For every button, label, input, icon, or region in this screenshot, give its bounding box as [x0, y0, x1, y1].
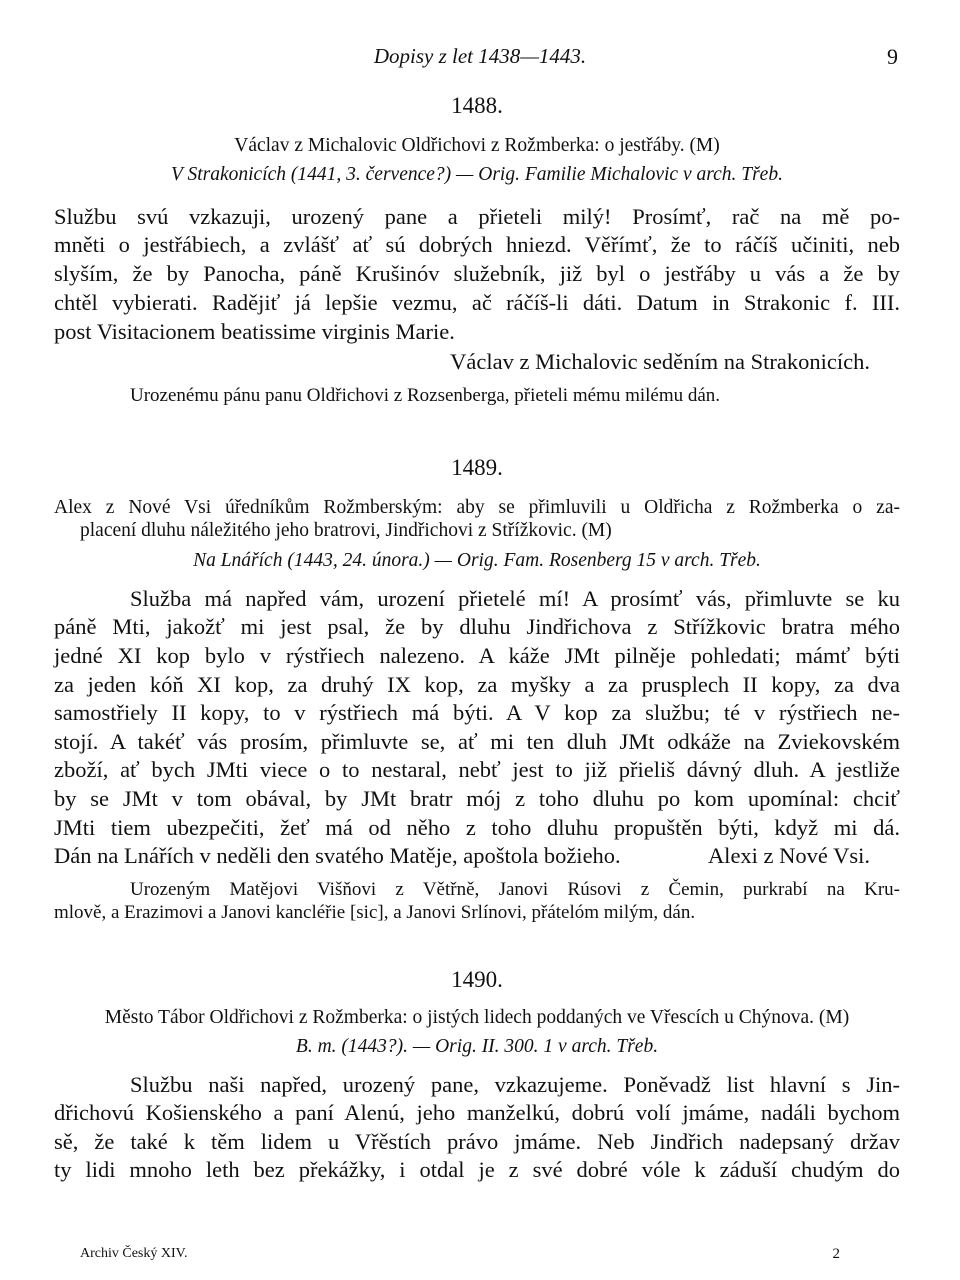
body-line: zboží, ať bych JMti viece o to nestaral, nebť jest to již přieliš dávný dluh. A jestliže — [54, 757, 900, 782]
page-number: 9 — [887, 44, 898, 69]
document-source: Na Lnářích (1443, 24. února.) — Orig. Fam. Rosenberg 15 v arch. Třeb. — [193, 550, 761, 571]
document-address: Urozenému pánu panu Oldřichovi z Rozsenberga, přieteli mému milému dán. — [130, 385, 721, 406]
body-line: za jeden kóň XI kop, za druhý IX kop, za myšky a za prusplech II kopy, za dva — [54, 672, 900, 697]
document-regest: Václav z Michalovic Oldřichovi z Rožmberka: o jestřáby. (M) — [234, 135, 720, 156]
body-line: post Visitacionem beatissime virginis Marie. — [54, 319, 455, 344]
body-line: JMti tiem ubezpečiti, žeť má od něho z toho dluhu propuštěn býti, když mi dá. — [54, 815, 900, 840]
document-regest: Alex z Nové Vsi úředníkům Rožmberským: aby se přimluvili u Oldřicha z Rožmberka o za- — [54, 497, 900, 518]
body-line: stojí. A takéť vás prosím, přimluvte se, ať mi ten dluh JMt odkáže na Zviekovském — [54, 729, 900, 754]
running-title: Dopisy z let 1438—1443. — [373, 44, 587, 68]
document-number: 1490. — [451, 967, 503, 992]
document-source: V Strakonicích (1441, 3. července?) — Orig. Familie Michalovic v arch. Třeb. — [171, 164, 783, 185]
document-source: B. m. (1443?). — Orig. II. 300. 1 v arch. Třeb. — [295, 1036, 659, 1057]
document-number: 1488. — [451, 93, 503, 118]
body-line: sě, že také k těm lidem u Vřěstích právo jmáme. Neb Jindřich nadepsaný držav — [54, 1129, 900, 1154]
body-line: páně Mti, jakožť mi jest psal, že by dluhu Jindřichova z Střížkovic bratra mého — [54, 614, 900, 639]
signature-mark: Archiv Český XIV. — [80, 1246, 188, 1261]
running-head — [0, 44, 960, 74]
document-address: mlově, a Erazimovi a Janovi kancléřie [sic], a Janovi Srlínovi, přátelóm milým, dán. — [54, 902, 696, 923]
document-regest: placení dluhu náležitého jeho bratrovi, Jindřichovi z Střížkovic. (M) — [80, 520, 612, 541]
document-address: Urozeným Matějovi Višňovi z Větřně, Janovi Rúsovi z Čemin, purkrabí na Kru- — [130, 879, 900, 900]
body-line: slyším, že by Panocha, páně Krušinóv služebník, již byl o jestřáby u vás a že by — [54, 261, 900, 286]
document-signature: Václav z Michalovic seděním na Strakonicích. — [450, 349, 870, 374]
body-line: Službu naši napřed, urozený pane, vzkazujeme. Poněvadž list hlavní s Jin- — [130, 1072, 900, 1097]
sheet-number: 2 — [832, 1246, 840, 1262]
body-line: jedné XI kop bylo v rýstřiech nalezeno. A káže JMt pilněje pohledati; mámť býti — [54, 643, 900, 668]
document-number: 1489. — [451, 455, 503, 480]
body-line: dřichovú Košienského a paní Alenú, jeho manželkú, dobrú volí jmáme, nadáli bychom — [54, 1100, 900, 1125]
body-line: chtěl vybierati. Radějiť já lepšie vezmu, ač ráčíš-li dáti. Datum in Strakonic f. III. — [54, 290, 900, 315]
body-line: by se JMt v tom obával, by JMt bratr mój z toho dluhu po kom upomínal: chciť — [54, 786, 900, 811]
body-line: Dán na Lnářích v neděli den svatého Matěje, apoštola božieho. — [54, 843, 621, 868]
body-line: Služba má napřed vám, urození přietelé mí! A prosímť vás, přimluvte se ku — [130, 586, 900, 611]
document-regest: Město Tábor Oldřichovi z Rožmberka: o jistých lidech poddaných ve Vřescích u Chýnova. (M) — [104, 1007, 850, 1028]
body-line: mněti o jestřábiech, a zvlášť ať sú dobrých hniezd. Věřímť, že to ráčíš učiniti, neb — [54, 232, 900, 257]
body-line: Službu svú vzkazuji, urozený pane a přieteli milý! Prosímť, rač na mě po- — [54, 204, 900, 229]
body-line: ty lidi mnoho leth bez překážky, i otdal je z své dobré vóle k záduší chudým do — [54, 1157, 900, 1182]
body-line: samostřiely II kopy, to v rýstřiech má býti. A V kop za službu; té v rýstřiech ne- — [54, 700, 900, 725]
document-signature: Alexi z Nové Vsi. — [707, 843, 870, 868]
